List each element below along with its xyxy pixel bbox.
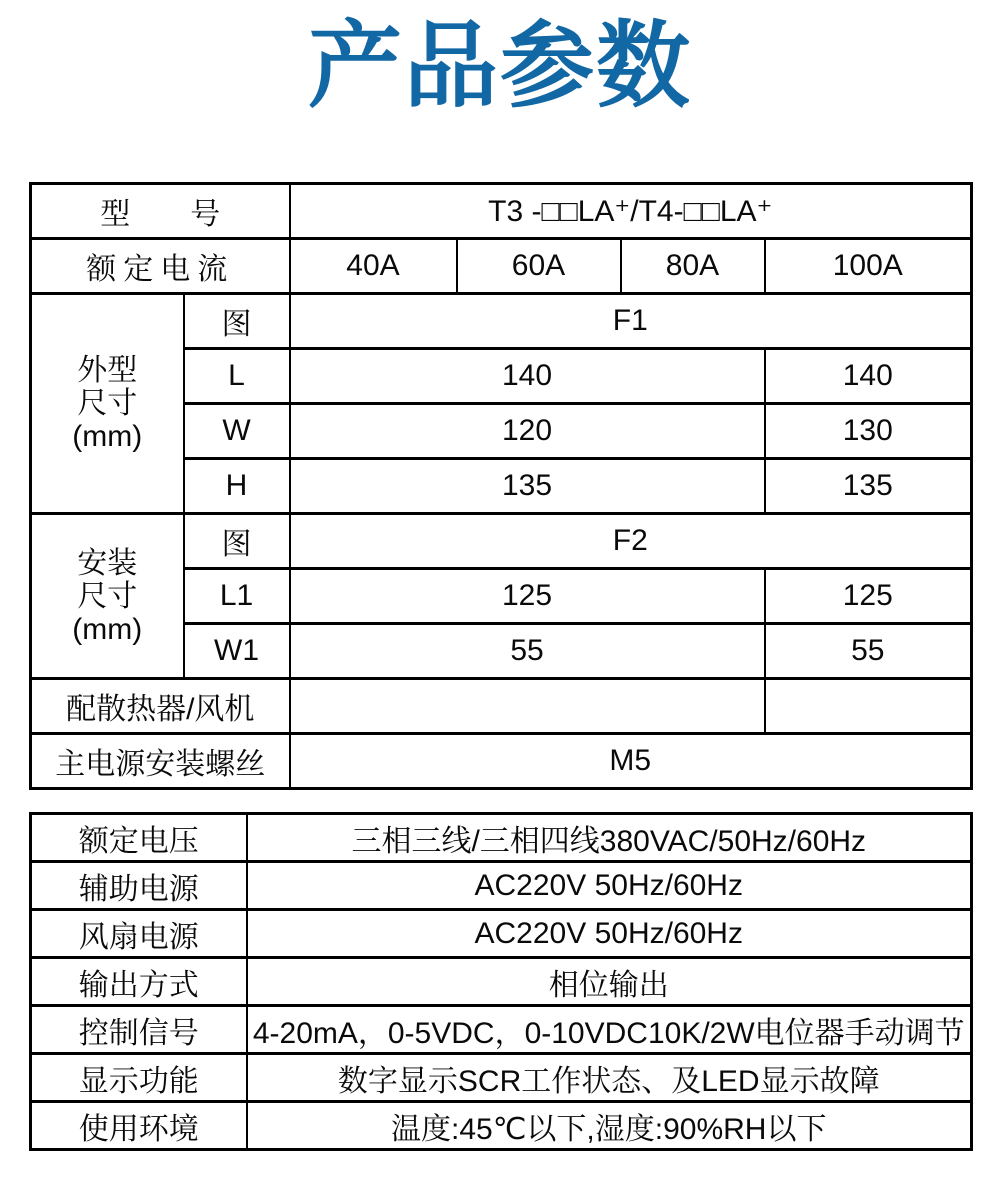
fan-power-label: 风扇电源 <box>31 910 247 958</box>
aux-power-value: AC220V 50Hz/60Hz <box>247 862 972 910</box>
mounting-fig-label: 图 <box>184 514 290 569</box>
fan-power-value: AC220V 50Hz/60Hz <box>247 910 972 958</box>
output-mode-label: 输出方式 <box>31 958 247 1006</box>
model-value: T3 -□□LA⁺/T4-□□LA⁺ <box>290 184 972 239</box>
display-function-row <box>31 1054 972 1102</box>
outline-w-label: W <box>184 404 290 459</box>
outline-w-right: 130 <box>765 404 972 459</box>
outline-label-line-2: 尺寸 <box>77 387 138 420</box>
outline-fig-row <box>31 294 972 349</box>
outline-fig-label: 图 <box>184 294 290 349</box>
outline-h-label: H <box>184 459 290 514</box>
screw-value: M5 <box>290 734 972 789</box>
rated-current-40a: 40A <box>290 239 457 294</box>
heatsink-label: 配散热器/风机 <box>31 679 290 734</box>
screw-row <box>31 734 972 789</box>
environment-row <box>31 1102 972 1150</box>
mounting-l1-right: 125 <box>765 569 972 624</box>
model-row <box>31 184 972 239</box>
outline-l-right: 140 <box>765 349 972 404</box>
fan-power-row <box>31 910 972 958</box>
heatsink-right-cell <box>765 679 972 734</box>
outline-w-main: 120 <box>290 404 765 459</box>
screw-label: 主电源安装螺丝 <box>31 734 290 789</box>
mounting-label-line-2: 尺寸 <box>77 579 138 613</box>
outline-fig-value: F1 <box>290 294 972 349</box>
mounting-group-label <box>31 514 184 679</box>
heatsink-row <box>31 679 972 734</box>
rated-current-60a: 60A <box>457 239 621 294</box>
outline-label-line-1: 外型 <box>77 354 138 387</box>
model-label: 型 号 <box>31 184 290 239</box>
heatsink-main-cell <box>290 679 765 734</box>
display-function-label: 显示功能 <box>31 1054 247 1102</box>
mounting-fig-row <box>31 514 972 569</box>
outline-l-main: 140 <box>290 349 765 404</box>
aux-power-label: 辅助电源 <box>31 862 247 910</box>
environment-label: 使用环境 <box>31 1102 247 1150</box>
rated-voltage-value: 三相三线/三相四线380VAC/50Hz/60Hz <box>247 814 972 862</box>
control-signal-row <box>31 1006 972 1054</box>
mounting-label-line-3: (mm) <box>72 612 143 646</box>
outline-h-main: 135 <box>290 459 765 514</box>
control-signal-value: 4-20mA，0-5VDC，0-10VDC10K/2W电位器手动调节 <box>247 1006 972 1054</box>
rated-current-100a: 100A <box>765 239 972 294</box>
mounting-w1-label: W1 <box>184 624 290 679</box>
spec-table <box>29 182 973 790</box>
mounting-w1-right: 55 <box>765 624 972 679</box>
outline-l-label: L <box>184 349 290 404</box>
outline-h-right: 135 <box>765 459 972 514</box>
outline-group-label <box>31 294 184 514</box>
mounting-fig-value: F2 <box>290 514 972 569</box>
mounting-w1-main: 55 <box>290 624 765 679</box>
aux-power-row <box>31 862 972 910</box>
page-title: 产品参数 <box>307 13 692 118</box>
rated-current-label: 额定电流 <box>31 239 290 294</box>
electrical-table <box>29 812 973 1151</box>
outline-label-line-3: (mm) <box>72 420 143 453</box>
mounting-l1-main: 125 <box>290 569 765 624</box>
rated-current-80a: 80A <box>621 239 765 294</box>
control-signal-label: 控制信号 <box>31 1006 247 1054</box>
rated-voltage-label: 额定电压 <box>31 814 247 862</box>
rated-voltage-row <box>31 814 972 862</box>
rated-current-row <box>31 239 972 294</box>
output-mode-row <box>31 958 972 1006</box>
output-mode-value: 相位输出 <box>247 958 972 1006</box>
mounting-label-line-1: 安装 <box>77 546 138 580</box>
display-function-value: 数字显示SCR工作状态、及LED显示故障 <box>247 1054 972 1102</box>
environment-value: 温度:45℃以下,湿度:90%RH以下 <box>247 1102 972 1150</box>
mounting-l1-label: L1 <box>184 569 290 624</box>
